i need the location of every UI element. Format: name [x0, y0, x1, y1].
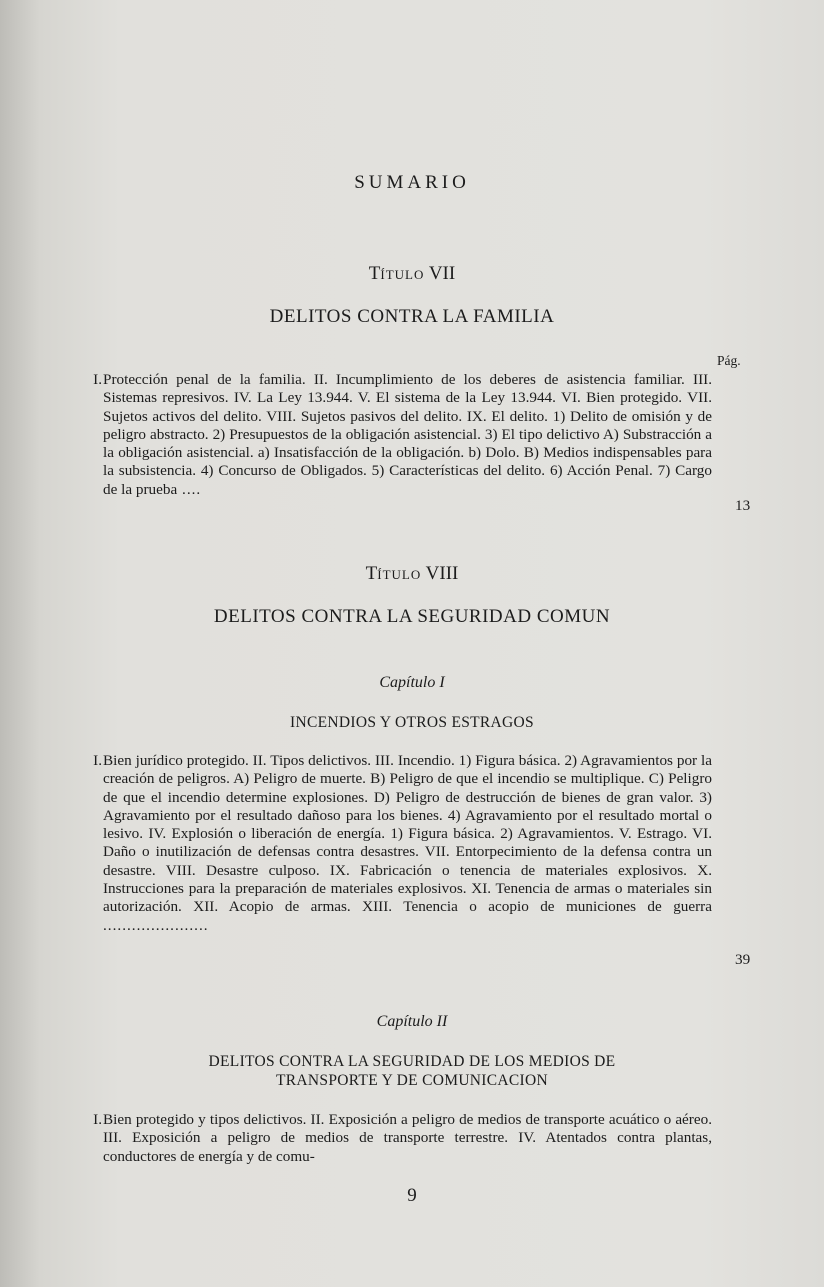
titulo-number: VII — [428, 263, 456, 284]
chapter-ii-title-line1: DELITOS CONTRA LA SEGURIDAD DE LOS MEDIOS DE — [208, 1053, 616, 1070]
page-ref-13: 13 — [735, 497, 751, 514]
entry-lead: I. — [93, 371, 102, 388]
page-number: 9 — [407, 1185, 417, 1206]
titulo-vii-label — [0, 263, 824, 285]
entry-lead: I. — [93, 752, 102, 769]
titulo-word: Título — [368, 263, 425, 284]
entry-text: Protección penal de la familia. II. Incumplimiento de los deberes de asistencia familiar. III. Sistemas represivos. IV. La Ley 13.944. V. El sistema de la Ley 13.944. VI. Bien protegido. VII. Sujetos activos del delito. VIII. Sujetos pasivos del delito. IX. El delito. 1) Delito de omisión y de peligro abstracto. 2) Presupuestos de la obligación asistencial. 3) El tipo delictivo A) Substracción a la obligación asistencial. a) Insatisfacción de la obligación. b) Dolo. B) Medios indispensables para la subsistencia. 4) Concurso de Obligados. 5) Características del delito. 6) Acción Penal. 7) Cargo de la prueba — [103, 371, 712, 498]
leader-dots: .... — [177, 480, 202, 498]
chapter-i-title: INCENDIOS Y OTROS ESTRAGOS — [290, 714, 534, 731]
pag-column-label: Pág. — [717, 353, 741, 368]
page-ref-39: 39 — [735, 951, 751, 968]
titulo-viii-label — [0, 563, 824, 585]
chapter-i-label: Capítulo I — [379, 674, 445, 691]
toc-entry-transporte — [62, 1111, 712, 1166]
section-title-seguridad-comun: DELITOS CONTRA LA SEGURIDAD COMUN — [213, 606, 611, 627]
toc-entry-familia — [62, 371, 712, 499]
chapter-ii-title — [0, 1052, 824, 1090]
section-title-familia: DELITOS CONTRA LA FAMILIA — [269, 306, 555, 327]
entry-text: Bien protegido y tipos delictivos. II. Exposición a peligro de medios de transporte acuático o aéreo. III. Exposición a peligro de medios de transporte terrestre. IV. Atentados contra plantas, conductores de energía y de comu- — [103, 1111, 712, 1165]
titulo-number: VIII — [425, 563, 459, 584]
chapter-ii-label: Capítulo II — [376, 1013, 448, 1030]
entry-text: Bien jurídico protegido. II. Tipos delictivos. III. Incendio. 1) Figura básica. 2) Agravamientos por la creación de peligros. A) Peligro de muerte. B) Peligro de que el incendio se multiplique. C) Peligro de que el incendio determine explosiones. D) Peligro de destrucción de bienes de gran valor. 3) Agravamiento por el resultado dañoso para los bienes. 4) Agravamiento por el resultado mortal o lesivo. IV. Explosión o liberación de energía. 1) Figura básica. 2) Agravamientos. V. Estrago. VI. Daño o inutilización de defensas contra desastres. VII. Entorpecimiento de la defensa contra un desastre. VIII. Desastre culposo. IX. Fabricación o tenencia de materiales explosivos. X. Instrucciones para la preparación de materiales explosivos. XI. Tenencia de armas o materiales sin autorización. XII. Acopio de armas. XIII. Tenencia o acopio de municiones de guerra — [103, 752, 712, 916]
titulo-word: Título — [365, 563, 422, 584]
chapter-ii-title-line2: TRANSPORTE Y DE COMUNICACION — [276, 1072, 548, 1089]
toc-entry-incendios — [62, 752, 712, 935]
leader-dots: ...................... — [103, 916, 209, 934]
entry-lead: I. — [93, 1111, 102, 1128]
page-title: SUMARIO — [354, 172, 470, 193]
